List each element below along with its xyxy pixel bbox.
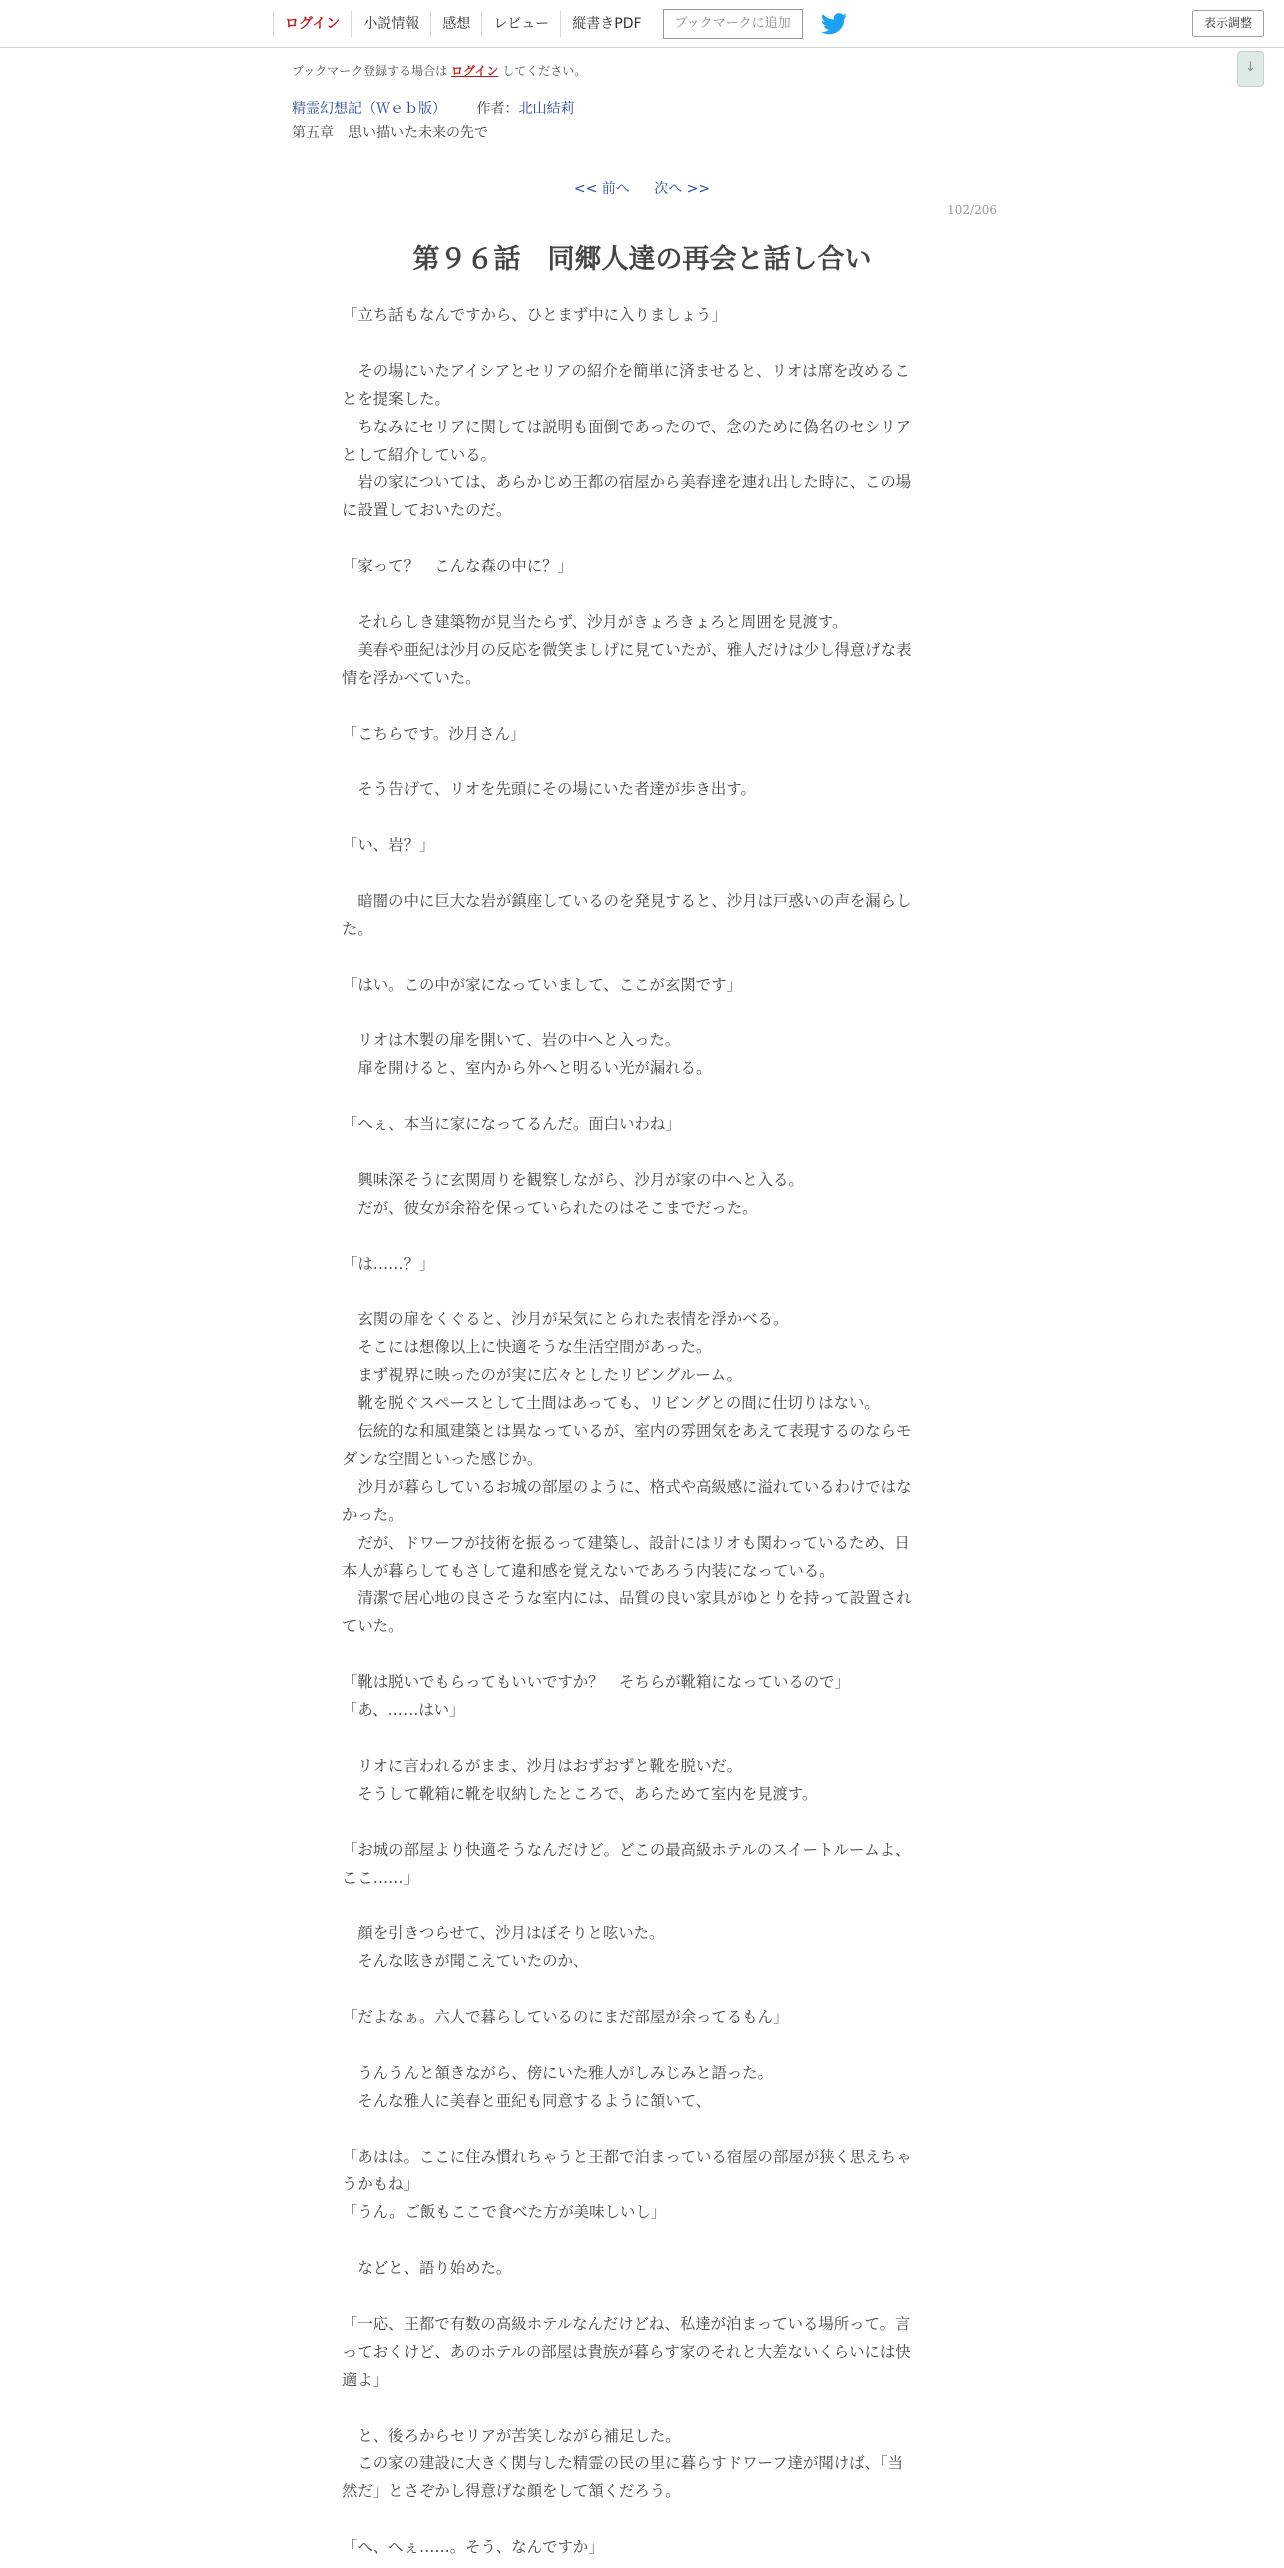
body-line: た。 — [342, 919, 373, 938]
body-line: 岩の家については、あらかじめ王都の宿屋から美春達を連れ出した時に、この場 — [342, 473, 912, 492]
body-line: 「家って？ こんな森の中に？」 — [342, 557, 573, 576]
body-line — [342, 748, 942, 776]
body-line: 美春や亜紀は沙月の反応を微笑ましげに見ていたが、雅人だけは少し得意げな表 — [342, 640, 912, 659]
body-line: 適よ」 — [342, 2370, 389, 2389]
body-line: うかもね」 — [342, 2175, 419, 2194]
add-bookmark-button[interactable]: ブックマークに追加 — [663, 9, 803, 39]
body-line: 「はい。この中が家になっていまして、ここが玄関です」 — [342, 975, 742, 994]
episode-title: 第９６話 同郷人達の再会と話し合い — [412, 244, 872, 275]
body-line: などと、語り始めた。 — [342, 2259, 512, 2278]
body-line: うんうんと頷きながら、傍にいた雅人がしみじみと語った。 — [342, 2063, 773, 2082]
display-settings-button[interactable]: 表示調整 — [1192, 10, 1264, 37]
body-line: 「靴は脱いでもらってもいいですか？ そちらが靴箱になっているので」 — [342, 1673, 850, 1692]
top-header — [0, 0, 1284, 48]
author-link[interactable]: 北山結莉 — [518, 101, 575, 117]
body-line — [342, 1641, 942, 1669]
body-line: その場にいたアイシアとセリアの紹介を簡単に済ませると、リオは席を改めるこ — [342, 361, 910, 380]
episode-pager — [0, 178, 1284, 198]
nav-impressions[interactable]: 感想 — [430, 11, 481, 37]
body-line: 扉を開けると、室内から外へと明るい光が漏れる。 — [342, 1059, 712, 1078]
nav-review[interactable]: レビュー — [481, 11, 560, 37]
body-line — [342, 330, 942, 358]
nav-vertical-pdf[interactable]: 縦書きPDF — [560, 11, 652, 37]
body-line — [342, 2032, 942, 2060]
body-line: 本人が暮らしてもさして違和感を覚えないであろう内装になっている。 — [342, 1561, 835, 1580]
body-line: 顔を引きつらせて、沙月はぼそりと呟いた。 — [342, 1924, 665, 1943]
prev-link[interactable]: << 前へ — [573, 181, 630, 197]
body-line: とを提案した。 — [342, 389, 450, 408]
body-line: それらしき建築物が見当たらず、沙月がきょろきょろと周囲を見渡す。 — [342, 612, 848, 631]
body-line: そんな雅人に美春と亜紀も同意するように頷いて、 — [342, 2091, 712, 2110]
body-line: と、後ろからセリアが苦笑しながら補足した。 — [342, 2426, 681, 2445]
body-line — [342, 1000, 942, 1028]
body-line: だが、彼女が余裕を保っていられたのはそこまでだった。 — [342, 1198, 758, 1217]
body-line: そこには想像以上に快適そうな生活空間があった。 — [342, 1338, 712, 1357]
body-line: 「立ち話もなんですから、ひとまず中に入りましょう」 — [342, 306, 727, 324]
next-link[interactable]: 次へ >> — [654, 181, 711, 197]
body-line: そう告げて、リオを先頭にその場にいた者達が歩き出す。 — [342, 780, 756, 799]
body-line — [342, 581, 942, 609]
body-line: この家の建設に大きく関与した精霊の民の里に暮らすドワーフ達が聞けば、「当 — [342, 2454, 903, 2473]
body-line: 「へ、へぇ……。そう、なんですか」 — [342, 2538, 604, 2557]
body-line: 「こちらです。沙月さん」 — [342, 724, 526, 743]
body-line: 暗闇の中に巨大な岩が鎮座しているのを発見すると、沙月は戸惑いの声を漏らし — [342, 891, 912, 910]
note-login-link[interactable]: ログイン — [451, 64, 499, 78]
body-line: 「一応、王都で有数の高級ホテルなんだけどね、私達が泊まっている場所って。言 — [342, 2314, 911, 2333]
body-line: 沙月が暮らしているお城の部屋のように、格式や高級感に溢れているわけではな — [342, 1477, 912, 1496]
body-line — [342, 1725, 942, 1753]
body-line: だが、ドワーフが技術を振るって建築し、設計にはリオも関わっているため、日 — [342, 1533, 910, 1552]
body-line: 「い、岩？」 — [342, 836, 435, 855]
body-line — [342, 2283, 942, 2311]
body-line — [342, 1279, 942, 1307]
body-line — [342, 2506, 942, 2534]
body-line: っておくけど、あのホテルの部屋は貴族が暮らす家のそれと大差ないくらいには快 — [342, 2342, 911, 2361]
nav-novel-info[interactable]: 小説情報 — [351, 11, 430, 37]
body-line: ここ……」 — [342, 1868, 419, 1887]
body-line: 情を浮かべていた。 — [342, 668, 481, 687]
episode-counter: 102/206 — [947, 203, 997, 217]
body-line: ダンな空間といった感じか。 — [342, 1449, 543, 1468]
body-line — [342, 1809, 942, 1837]
body-line: 興味深そうに玄関周りを観察しながら、沙月が家の中へと入る。 — [342, 1170, 804, 1189]
twitter-icon[interactable] — [821, 13, 847, 35]
body-line — [342, 2395, 942, 2423]
novel-body — [342, 302, 942, 2562]
body-line: 然だ」とさぞかし得意げな顔をして頷くだろう。 — [342, 2482, 681, 2501]
scroll-down-tab[interactable]: ↓ — [1237, 51, 1264, 87]
nav-login[interactable]: ログイン — [273, 11, 351, 37]
body-line — [342, 1139, 942, 1167]
body-line — [342, 1892, 942, 1920]
body-line: 「あはは。ここに住み慣れちゃうと王都で泊まっている宿屋の部屋が狭く思えちゃ — [342, 2147, 912, 2166]
body-line: まず視界に映ったのが実に広々としたリビングルーム。 — [342, 1366, 742, 1385]
chapter-title: 第五章 思い描いた未来の先で — [292, 125, 488, 141]
body-line — [342, 1083, 942, 1111]
bookmark-login-note — [292, 62, 992, 79]
body-line: 「あ、……はい」 — [342, 1701, 465, 1720]
body-line: に設置しておいたのだ。 — [342, 501, 512, 520]
body-line: 「へぇ、本当に家になってるんだ。面白いわね」 — [342, 1115, 681, 1134]
body-line: かった。 — [342, 1505, 404, 1524]
main-nav — [273, 0, 847, 48]
body-line: 「うん。ご飯もここで食べた方が美味しいし」 — [342, 2203, 667, 2222]
body-line: そうして靴箱に靴を収納したところで、あらためて室内を見渡す。 — [342, 1784, 818, 1803]
body-line — [342, 2116, 942, 2144]
author-label: 作者： — [476, 101, 519, 117]
body-line — [342, 1223, 942, 1251]
body-line: 靴を脱ぐスペースとして土間はあっても、リビングとの間に仕切りはない。 — [342, 1394, 880, 1413]
body-line: 「お城の部屋より快適そうなんだけど。どこの最高級ホテルのスイートルームよ、 — [342, 1840, 911, 1859]
body-line — [342, 860, 942, 888]
body-line: そんな呟きが聞こえていたのか、 — [342, 1952, 589, 1971]
body-line — [342, 1976, 942, 2004]
body-line: 「だよなぁ。六人で暮らしているのにまだ部屋が余ってるもん」 — [342, 2008, 789, 2026]
body-line: 清潔で居心地の良さそうな室内には、品質の良い家具がゆとりを持って設置され — [342, 1589, 912, 1608]
body-line: 玄関の扉をくぐると、沙月が呆気にとられた表情を浮かべる。 — [342, 1310, 789, 1329]
body-line — [342, 693, 942, 721]
body-line: リオに言われるがまま、沙月はおずおずと靴を脱いだ。 — [342, 1756, 743, 1775]
body-line — [342, 525, 942, 553]
body-line: ていた。 — [342, 1617, 404, 1636]
body-line — [342, 2227, 942, 2255]
body-line: ちなみにセリアに関しては説明も面倒であったので、念のために偽名のセシリア — [342, 417, 911, 436]
series-title-link[interactable]: 精霊幻想記（Ｗｅｂ版） — [292, 101, 446, 117]
body-line: 「は……？」 — [342, 1254, 435, 1273]
body-line: として紹介している。 — [342, 445, 496, 464]
note-suffix: してください。 — [502, 64, 587, 78]
body-line — [342, 944, 942, 972]
body-line: リオは木製の扉を開いて、岩の中へと入った。 — [342, 1031, 681, 1050]
body-line — [342, 804, 942, 832]
novel-info-line — [292, 98, 992, 118]
note-prefix: ブックマーク登録する場合は — [292, 64, 448, 78]
body-line: 伝統的な和風建築とは異なっているが、室内の雰囲気をあえて表現するのならモ — [342, 1422, 912, 1441]
